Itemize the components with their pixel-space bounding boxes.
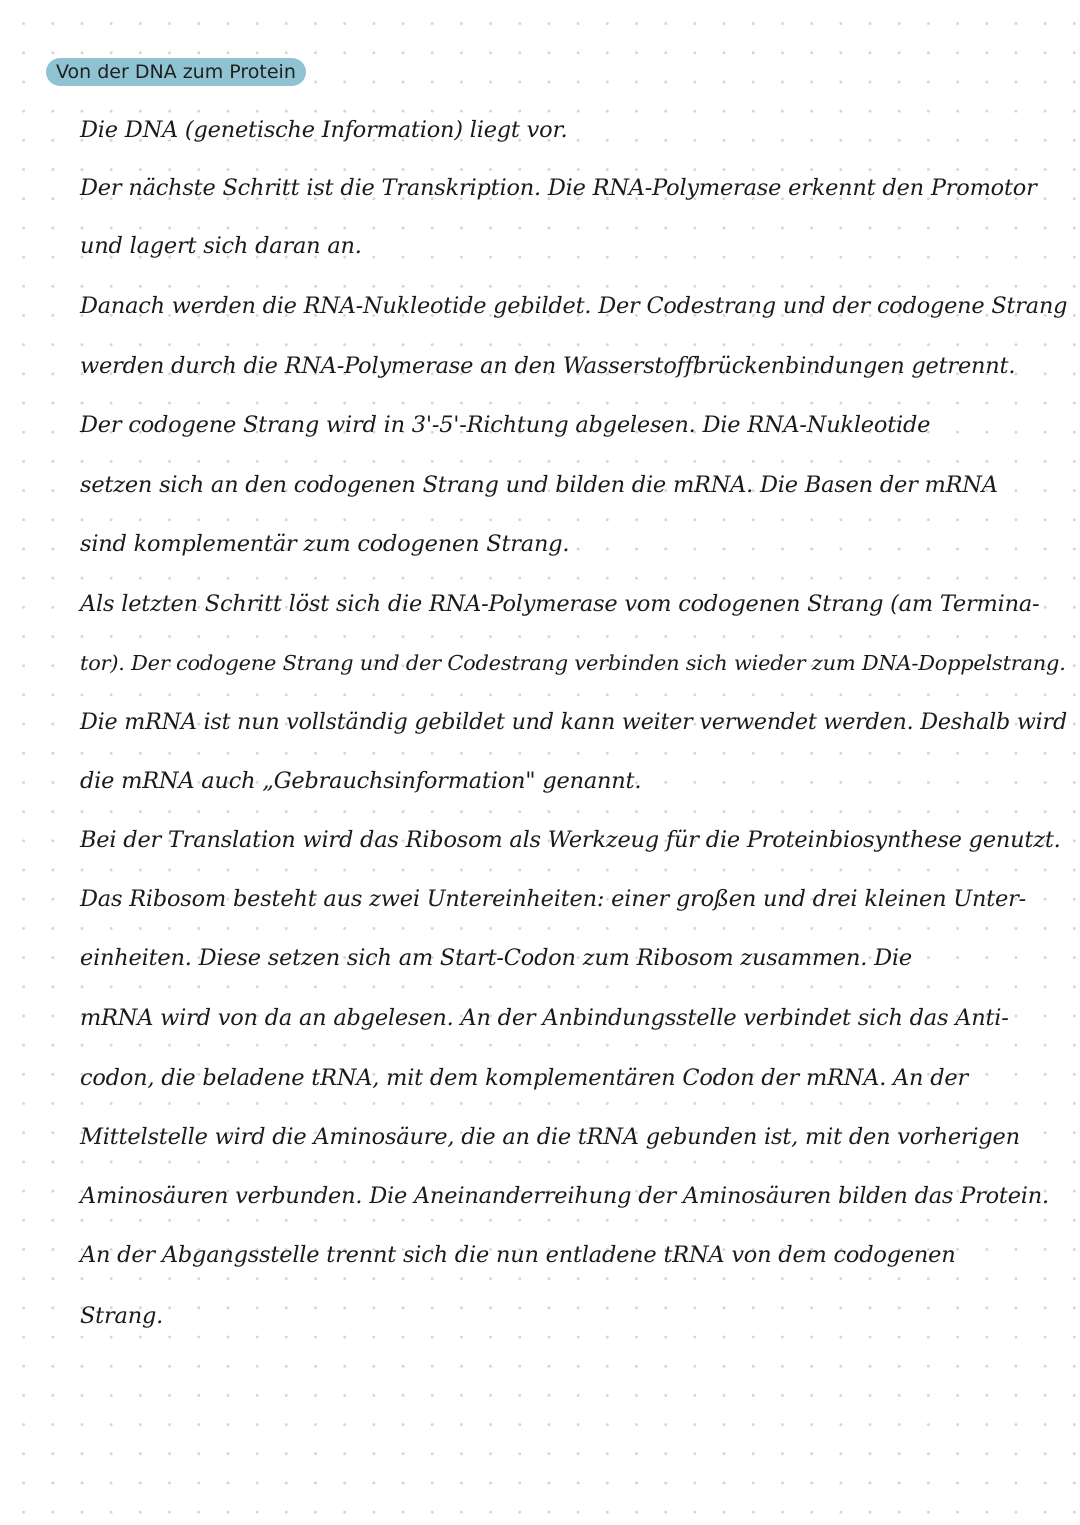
text-line: Danach werden die RNA-Nukleotide gebildet. Der Codestrang und der codogene Strang [80,293,1068,319]
text-line: Bei der Translation wird das Ribosom als Werkzeug für die Proteinbiosynthese genutzt. [80,827,1061,853]
text-line: setzen sich an den codogenen Strang und bilden die mRNA. Die Basen der mRNA [80,472,998,498]
text-line: tor). Der codogene Strang und der Codestrang verbinden sich wieder zum DNA-Doppelstrang. [80,651,1066,675]
text-line: Mittelstelle wird die Aminosäure, die an die tRNA gebunden ist, mit den vorherigen [80,1124,1020,1150]
text-line: sind komplementär zum codogenen Strang. [80,531,570,557]
page-title: Von der DNA zum Protein [46,58,306,86]
text-line: Aminosäuren verbunden. Die Aneinanderreihung der Aminosäuren bilden das Protein. [80,1183,1049,1209]
text-line: die mRNA auch „Gebrauchsinformation" genannt. [80,768,642,794]
text-line: Als letzten Schritt löst sich die RNA-Polymerase vom codogenen Strang (am Termina- [80,591,1040,617]
text-line: und lagert sich daran an. [80,233,362,259]
text-line: Der codogene Strang wird in 3'-5'-Richtung abgelesen. Die RNA-Nukleotide [80,412,931,438]
text-line: einheiten. Diese setzen sich am Start-Codon zum Ribosom zusammen. Die [80,945,912,971]
text-line: Strang. [80,1303,164,1329]
text-line: Die mRNA ist nun vollständig gebildet und kann weiter verwendet werden. Deshalb wird [80,709,1067,735]
text-line: mRNA wird von da an abgelesen. An der Anbindungsstelle verbindet sich das Anti- [80,1005,1009,1031]
text-line: Der nächste Schritt ist die Transkription. Die RNA-Polymerase erkennt den Promotor [80,175,1037,201]
text-line: Das Ribosom besteht aus zwei Untereinheiten: einer großen und drei kleinen Unter- [80,886,1027,912]
text-line: Die DNA (genetische Information) liegt vor. [80,117,568,143]
text-line: codon, die beladene tRNA, mit dem komplementären Codon der mRNA. An der [80,1065,969,1091]
text-line: werden durch die RNA-Polymerase an den Wasserstoffbrückenbindungen getrennt. [80,353,1016,379]
text-line: An der Abgangsstelle trennt sich die nun entladene tRNA von dem codogenen [80,1242,956,1268]
